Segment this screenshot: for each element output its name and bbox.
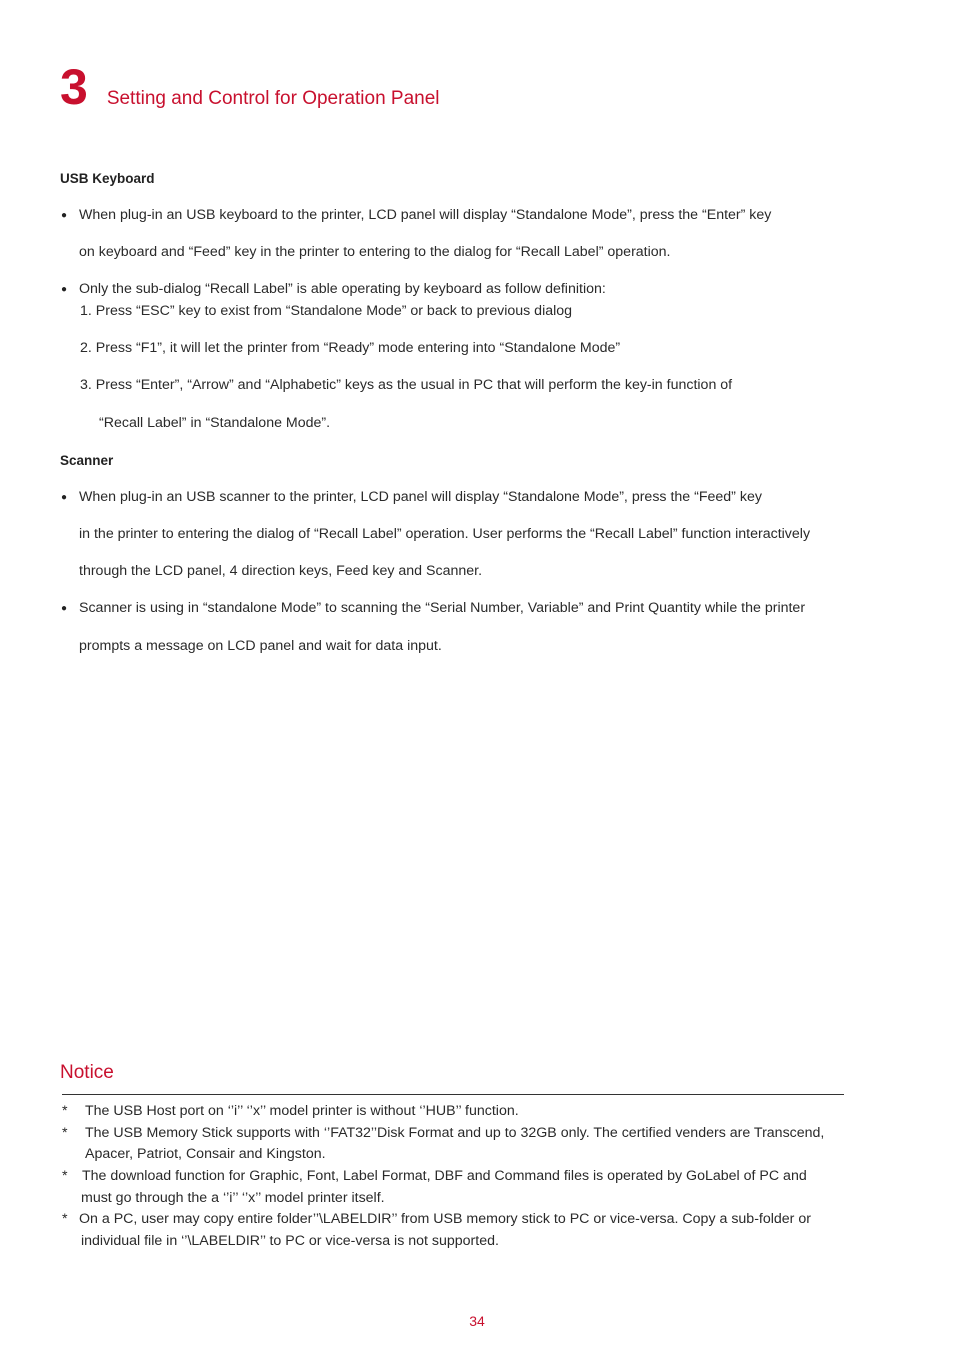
chapter-number: 3: [60, 59, 88, 115]
usb-keyboard-bullet1-line1: When plug-in an USB keyboard to the printer, LCD panel will display “Standalone Mode”, press the “Enter” key: [79, 207, 772, 223]
scanner-heading: Scanner: [60, 453, 114, 468]
notice-divider: [62, 1094, 844, 1095]
asterisk-icon: *: [62, 1168, 68, 1184]
page-number: 34: [469, 1313, 485, 1329]
usb-keyboard-bullet1-line2: on keyboard and “Feed” key in the printer to entering to the dialog for “Recall Label” operation.: [79, 244, 671, 260]
notice-title: Notice: [60, 1062, 114, 1083]
asterisk-icon: *: [62, 1103, 68, 1119]
usb-keyboard-bullet2: Only the sub-dialog “Recall Label” is able operating by keyboard as follow definition:: [79, 281, 606, 297]
notice-item-1-line1: The USB Host port on ‘’i’’ ‘’x’’ model printer is without ‘’HUB’’ function.: [85, 1103, 519, 1119]
usb-keyboard-heading: USB Keyboard: [60, 171, 155, 186]
notice-item-2-line2: Apacer, Patriot, Consair and Kingston.: [85, 1146, 326, 1162]
bullet-icon: ●: [61, 492, 68, 503]
scanner-bullet1-line3: through the LCD panel, 4 direction keys, Feed key and Scanner.: [79, 563, 483, 579]
notice-item-3-line2: must go through the a ‘’i’’ ‘’x’’ model printer itself.: [81, 1190, 385, 1206]
chapter-title: Setting and Control for Operation Panel: [106, 88, 440, 109]
chapter-header: [60, 59, 440, 115]
notice-item-3-line1: The download function for Graphic, Font, Label Format, DBF and Command files is operated by GoLabel of PC and: [82, 1168, 807, 1184]
notice-item-4-line2: individual file in ‘’\LABELDIR’’ to PC or vice-versa is not supported.: [81, 1233, 499, 1249]
asterisk-icon: *: [62, 1211, 68, 1227]
usb-keyboard-step-3-cont: “Recall Label” in “Standalone Mode”.: [99, 415, 331, 431]
scanner-bullet2-line1: Scanner is using in “standalone Mode” to scanning the “Serial Number, Variable” and Print Quantity while the printer: [79, 600, 806, 616]
scanner-bullet2-line2: prompts a message on LCD panel and wait for data input.: [79, 638, 442, 654]
usb-keyboard-step-2: 2. Press “F1”, it will let the printer from “Ready” mode entering into “Standalone Mode”: [80, 340, 621, 356]
usb-keyboard-step-1: 1. Press “ESC” key to exist from “Standalone Mode” or back to previous dialog: [80, 303, 573, 319]
scanner-bullet1-line2: in the printer to entering the dialog of “Recall Label” operation. User performs the “Recall Label” function interactively: [79, 526, 811, 542]
bullet-icon: ●: [61, 210, 68, 221]
bullet-icon: ●: [61, 603, 68, 614]
notice-item-4-line1: On a PC, user may copy entire folder’’\LABELDIR’’ from USB memory stick to PC or vice-versa. Copy a sub-folder or: [79, 1211, 811, 1227]
scanner-bullet1-line1: When plug-in an USB scanner to the printer, LCD panel will display “Standalone Mode”, press the “Feed” key: [79, 489, 762, 505]
usb-keyboard-step-3: 3. Press “Enter”, “Arrow” and “Alphabetic” keys as the usual in PC that will perform the key-in function of: [80, 377, 733, 393]
asterisk-icon: *: [62, 1125, 68, 1141]
bullet-icon: ●: [61, 284, 68, 295]
notice-item-2-line1: The USB Memory Stick supports with ‘’FAT32’’Disk Format and up to 32GB only. The certified venders are Transcend,: [85, 1125, 825, 1141]
